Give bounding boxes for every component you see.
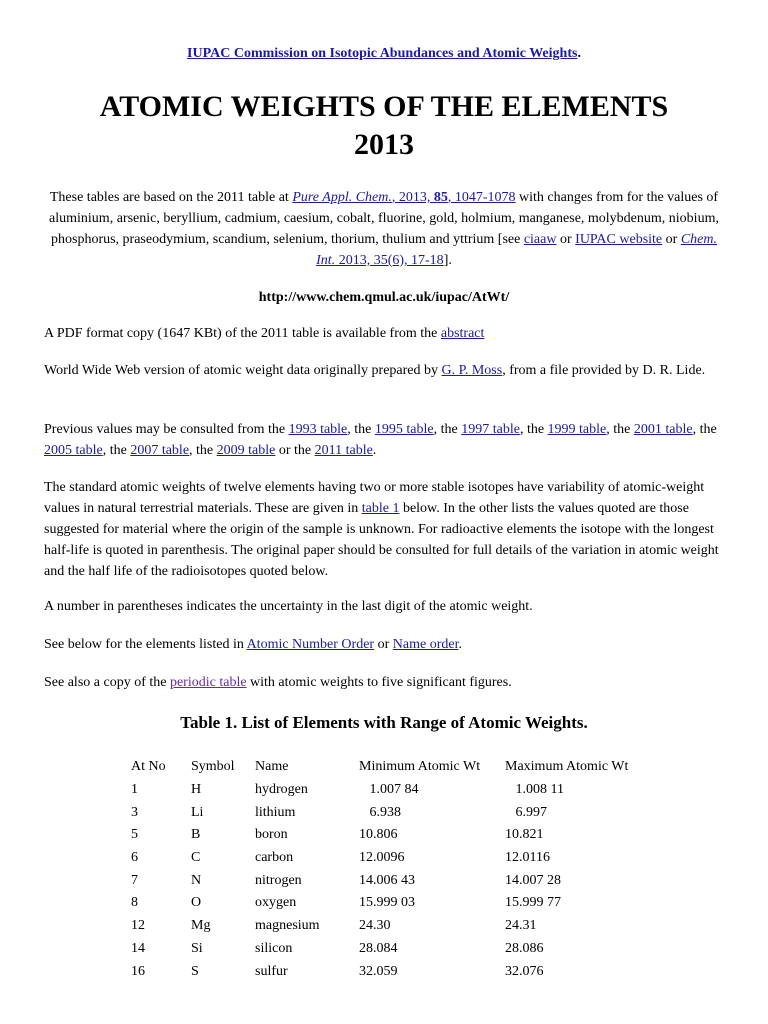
cell-symbol: Li bbox=[191, 804, 204, 820]
page-title bbox=[0, 88, 768, 164]
intro-text: These tables are based on the 2011 table at bbox=[49, 190, 293, 205]
previous-period: . bbox=[372, 443, 377, 458]
journal-link[interactable] bbox=[292, 190, 515, 205]
table-row bbox=[131, 938, 655, 961]
order-text: See below for the elements listed in bbox=[44, 637, 247, 652]
journal-volume: 85 bbox=[433, 190, 448, 205]
previous-values-paragraph bbox=[44, 419, 726, 461]
cell-min-weight: 1.007 84 bbox=[359, 782, 419, 798]
order-period: . bbox=[458, 637, 462, 652]
page-title-line1: ATOMIC WEIGHTS OF THE ELEMENTS bbox=[99, 90, 669, 123]
journal-year: , 2013, bbox=[391, 190, 434, 205]
cell-symbol: O bbox=[191, 895, 202, 911]
cell-name: boron bbox=[255, 827, 288, 843]
table-link-1995[interactable]: 1995 table bbox=[374, 422, 434, 437]
table-row bbox=[131, 960, 655, 983]
separator: , the bbox=[519, 422, 548, 437]
periodic-paragraph bbox=[44, 672, 726, 693]
header-name: Name bbox=[255, 759, 289, 775]
cell-name: magnesium bbox=[255, 918, 320, 934]
cell-max-weight: 14.007 28 bbox=[505, 872, 561, 888]
chem-int-name: Chem. Int. bbox=[316, 232, 717, 268]
cell-min-weight: 10.806 bbox=[359, 827, 398, 843]
separator: , the bbox=[102, 443, 131, 458]
cell-name: oxygen bbox=[255, 895, 297, 911]
cell-max-weight: 15.999 77 bbox=[505, 895, 561, 911]
cell-max-weight: 24.31 bbox=[505, 918, 537, 934]
header-max-weight: Maximum Atomic Wt bbox=[505, 759, 629, 775]
www-text-end: , from a file provided by D. R. Lide. bbox=[502, 363, 706, 378]
separator: , the bbox=[347, 422, 375, 437]
pdf-text: A PDF format copy (1647 KBt) of the 2011 table is available from the bbox=[44, 326, 441, 341]
ciaaw-link[interactable]: ciaaw bbox=[523, 232, 557, 247]
cell-symbol: B bbox=[191, 827, 201, 843]
table-row bbox=[131, 892, 655, 915]
intro-text-end: ]. bbox=[443, 253, 452, 268]
previous-text: Previous values may be consulted from the bbox=[44, 422, 289, 437]
journal-pages: , 1047-1078 bbox=[447, 190, 516, 205]
page-url: http://www.chem.qmul.ac.uk/iupac/AtWt/ bbox=[258, 290, 510, 305]
cell-min-weight: 32.059 bbox=[359, 963, 398, 979]
table-1-link[interactable]: table 1 bbox=[361, 501, 400, 516]
journal-name: Pure Appl. Chem. bbox=[292, 190, 392, 205]
separator: , the bbox=[606, 422, 634, 437]
cell-symbol: N bbox=[191, 872, 202, 888]
cell-symbol: H bbox=[191, 782, 202, 798]
iupac-website-link[interactable]: IUPAC website bbox=[575, 232, 663, 247]
cell-symbol: S bbox=[191, 963, 199, 979]
separator-or: or the bbox=[275, 443, 315, 458]
table-link-2011[interactable]: 2011 table bbox=[314, 443, 373, 458]
periodic-text-end: with atomic weights to five significant figures. bbox=[246, 675, 512, 690]
gp-moss-link[interactable]: G. P. Moss bbox=[441, 363, 503, 378]
cell-min-weight: 24.30 bbox=[359, 918, 391, 934]
table-header-row bbox=[131, 756, 655, 779]
header-symbol: Symbol bbox=[191, 759, 235, 775]
table-row bbox=[131, 824, 655, 847]
cell-name: hydrogen bbox=[255, 782, 308, 798]
cell-symbol: Mg bbox=[191, 918, 211, 934]
order-text-or: or bbox=[374, 637, 393, 652]
standard-text: The standard atomic weights of twelve elements having two or more stable isotopes have variability of atomic-weight values in natural terrestrial materials. These are given in bbox=[44, 480, 705, 516]
cell-at-no: 7 bbox=[131, 872, 138, 888]
table-link-2001[interactable]: 2001 table bbox=[633, 422, 693, 437]
cell-min-weight: 6.938 bbox=[359, 804, 401, 820]
cell-at-no: 3 bbox=[131, 804, 138, 820]
cell-at-no: 6 bbox=[131, 850, 138, 866]
intro-text-changes: with changes from for the values of aluminium, arsenic, beryllium, cadmium, caesium, cobalt, fluorine, gold, holmium, manganese, molybdenum, niobium, phosphorus, praseodymium, scandium, selenium, thorium, thulium and yttrium [see bbox=[49, 190, 719, 247]
table-link-1993[interactable]: 1993 table bbox=[288, 422, 348, 437]
cell-max-weight: 1.008 11 bbox=[505, 782, 564, 798]
cell-min-weight: 15.999 03 bbox=[359, 895, 415, 911]
table-row bbox=[131, 779, 655, 802]
table-1-title: Table 1. List of Elements with Range of Atomic Weights. bbox=[180, 713, 588, 732]
table-row bbox=[131, 915, 655, 938]
header-min-weight: Minimum Atomic Wt bbox=[359, 759, 481, 775]
cell-min-weight: 12.0096 bbox=[359, 850, 405, 866]
cell-min-weight: 14.006 43 bbox=[359, 872, 415, 888]
periodic-text: See also a copy of the bbox=[44, 675, 170, 690]
order-paragraph bbox=[44, 634, 726, 655]
cell-symbol: Si bbox=[191, 940, 203, 956]
periodic-table-link[interactable]: periodic table bbox=[169, 675, 247, 690]
commission-link[interactable]: IUPAC Commission on Isotopic Abundances and Atomic Weights bbox=[187, 46, 578, 61]
cell-max-weight: 32.076 bbox=[505, 963, 544, 979]
www-paragraph bbox=[44, 360, 726, 381]
uncertainty-paragraph: A number in parentheses indicates the uncertainty in the last digit of the atomic weight. bbox=[44, 599, 533, 614]
table-row bbox=[131, 869, 655, 892]
commission-header bbox=[0, 46, 768, 62]
separator: , the bbox=[189, 443, 217, 458]
header-at-no: At No bbox=[131, 759, 166, 775]
cell-at-no: 12 bbox=[131, 918, 145, 934]
intro-text-or: or bbox=[556, 232, 576, 247]
cell-max-weight: 28.086 bbox=[505, 940, 544, 956]
table-link-2005[interactable]: 2005 table bbox=[44, 443, 103, 458]
cell-at-no: 5 bbox=[131, 827, 138, 843]
atomic-number-order-link[interactable]: Atomic Number Order bbox=[246, 637, 375, 652]
intro-text-or: or bbox=[662, 232, 681, 247]
table-link-2009[interactable]: 2009 table bbox=[216, 443, 276, 458]
pdf-paragraph bbox=[44, 323, 726, 344]
table-row bbox=[131, 847, 655, 870]
cell-name: nitrogen bbox=[255, 872, 302, 888]
cell-max-weight: 10.821 bbox=[505, 827, 544, 843]
cell-min-weight: 28.084 bbox=[359, 940, 398, 956]
commission-period: . bbox=[577, 46, 581, 61]
name-order-link[interactable]: Name order bbox=[392, 637, 459, 652]
cell-max-weight: 6.997 bbox=[505, 804, 547, 820]
cell-name: carbon bbox=[255, 850, 294, 866]
cell-max-weight: 12.0116 bbox=[505, 850, 550, 866]
cell-name: sulfur bbox=[255, 963, 288, 979]
separator: , the bbox=[433, 422, 462, 437]
cell-symbol: C bbox=[191, 850, 201, 866]
abstract-link[interactable]: abstract bbox=[440, 326, 485, 341]
cell-name: lithium bbox=[255, 804, 296, 820]
standard-weights-paragraph bbox=[44, 477, 726, 582]
table-link-2007[interactable]: 2007 table bbox=[130, 443, 190, 458]
cell-at-no: 1 bbox=[131, 782, 138, 798]
standard-text-end: below. In the other lists the values quoted are those suggested for material where the origin of the sample is unknown. For radioactive elements the isotope with the longest half-life is quoted in parenthesis. The original paper should be consulted for full details of the variation in atomic weight and the half life of the radioisotopes quoted below. bbox=[44, 501, 719, 579]
page-title-year: 2013 bbox=[354, 128, 414, 161]
intro-paragraph bbox=[40, 187, 728, 271]
table-row bbox=[131, 801, 655, 824]
cell-at-no: 8 bbox=[131, 895, 138, 911]
cell-at-no: 14 bbox=[131, 940, 145, 956]
chem-int-ref: 2013, 35(6), 17-18 bbox=[335, 253, 444, 268]
cell-at-no: 16 bbox=[131, 963, 145, 979]
table-link-1997[interactable]: 1997 table bbox=[461, 422, 520, 437]
separator: , the bbox=[692, 422, 717, 437]
table-link-1999[interactable]: 1999 table bbox=[547, 422, 607, 437]
cell-name: silicon bbox=[255, 940, 293, 956]
www-text: World Wide Web version of atomic weight data originally prepared by bbox=[44, 363, 442, 378]
elements-table bbox=[131, 756, 655, 983]
